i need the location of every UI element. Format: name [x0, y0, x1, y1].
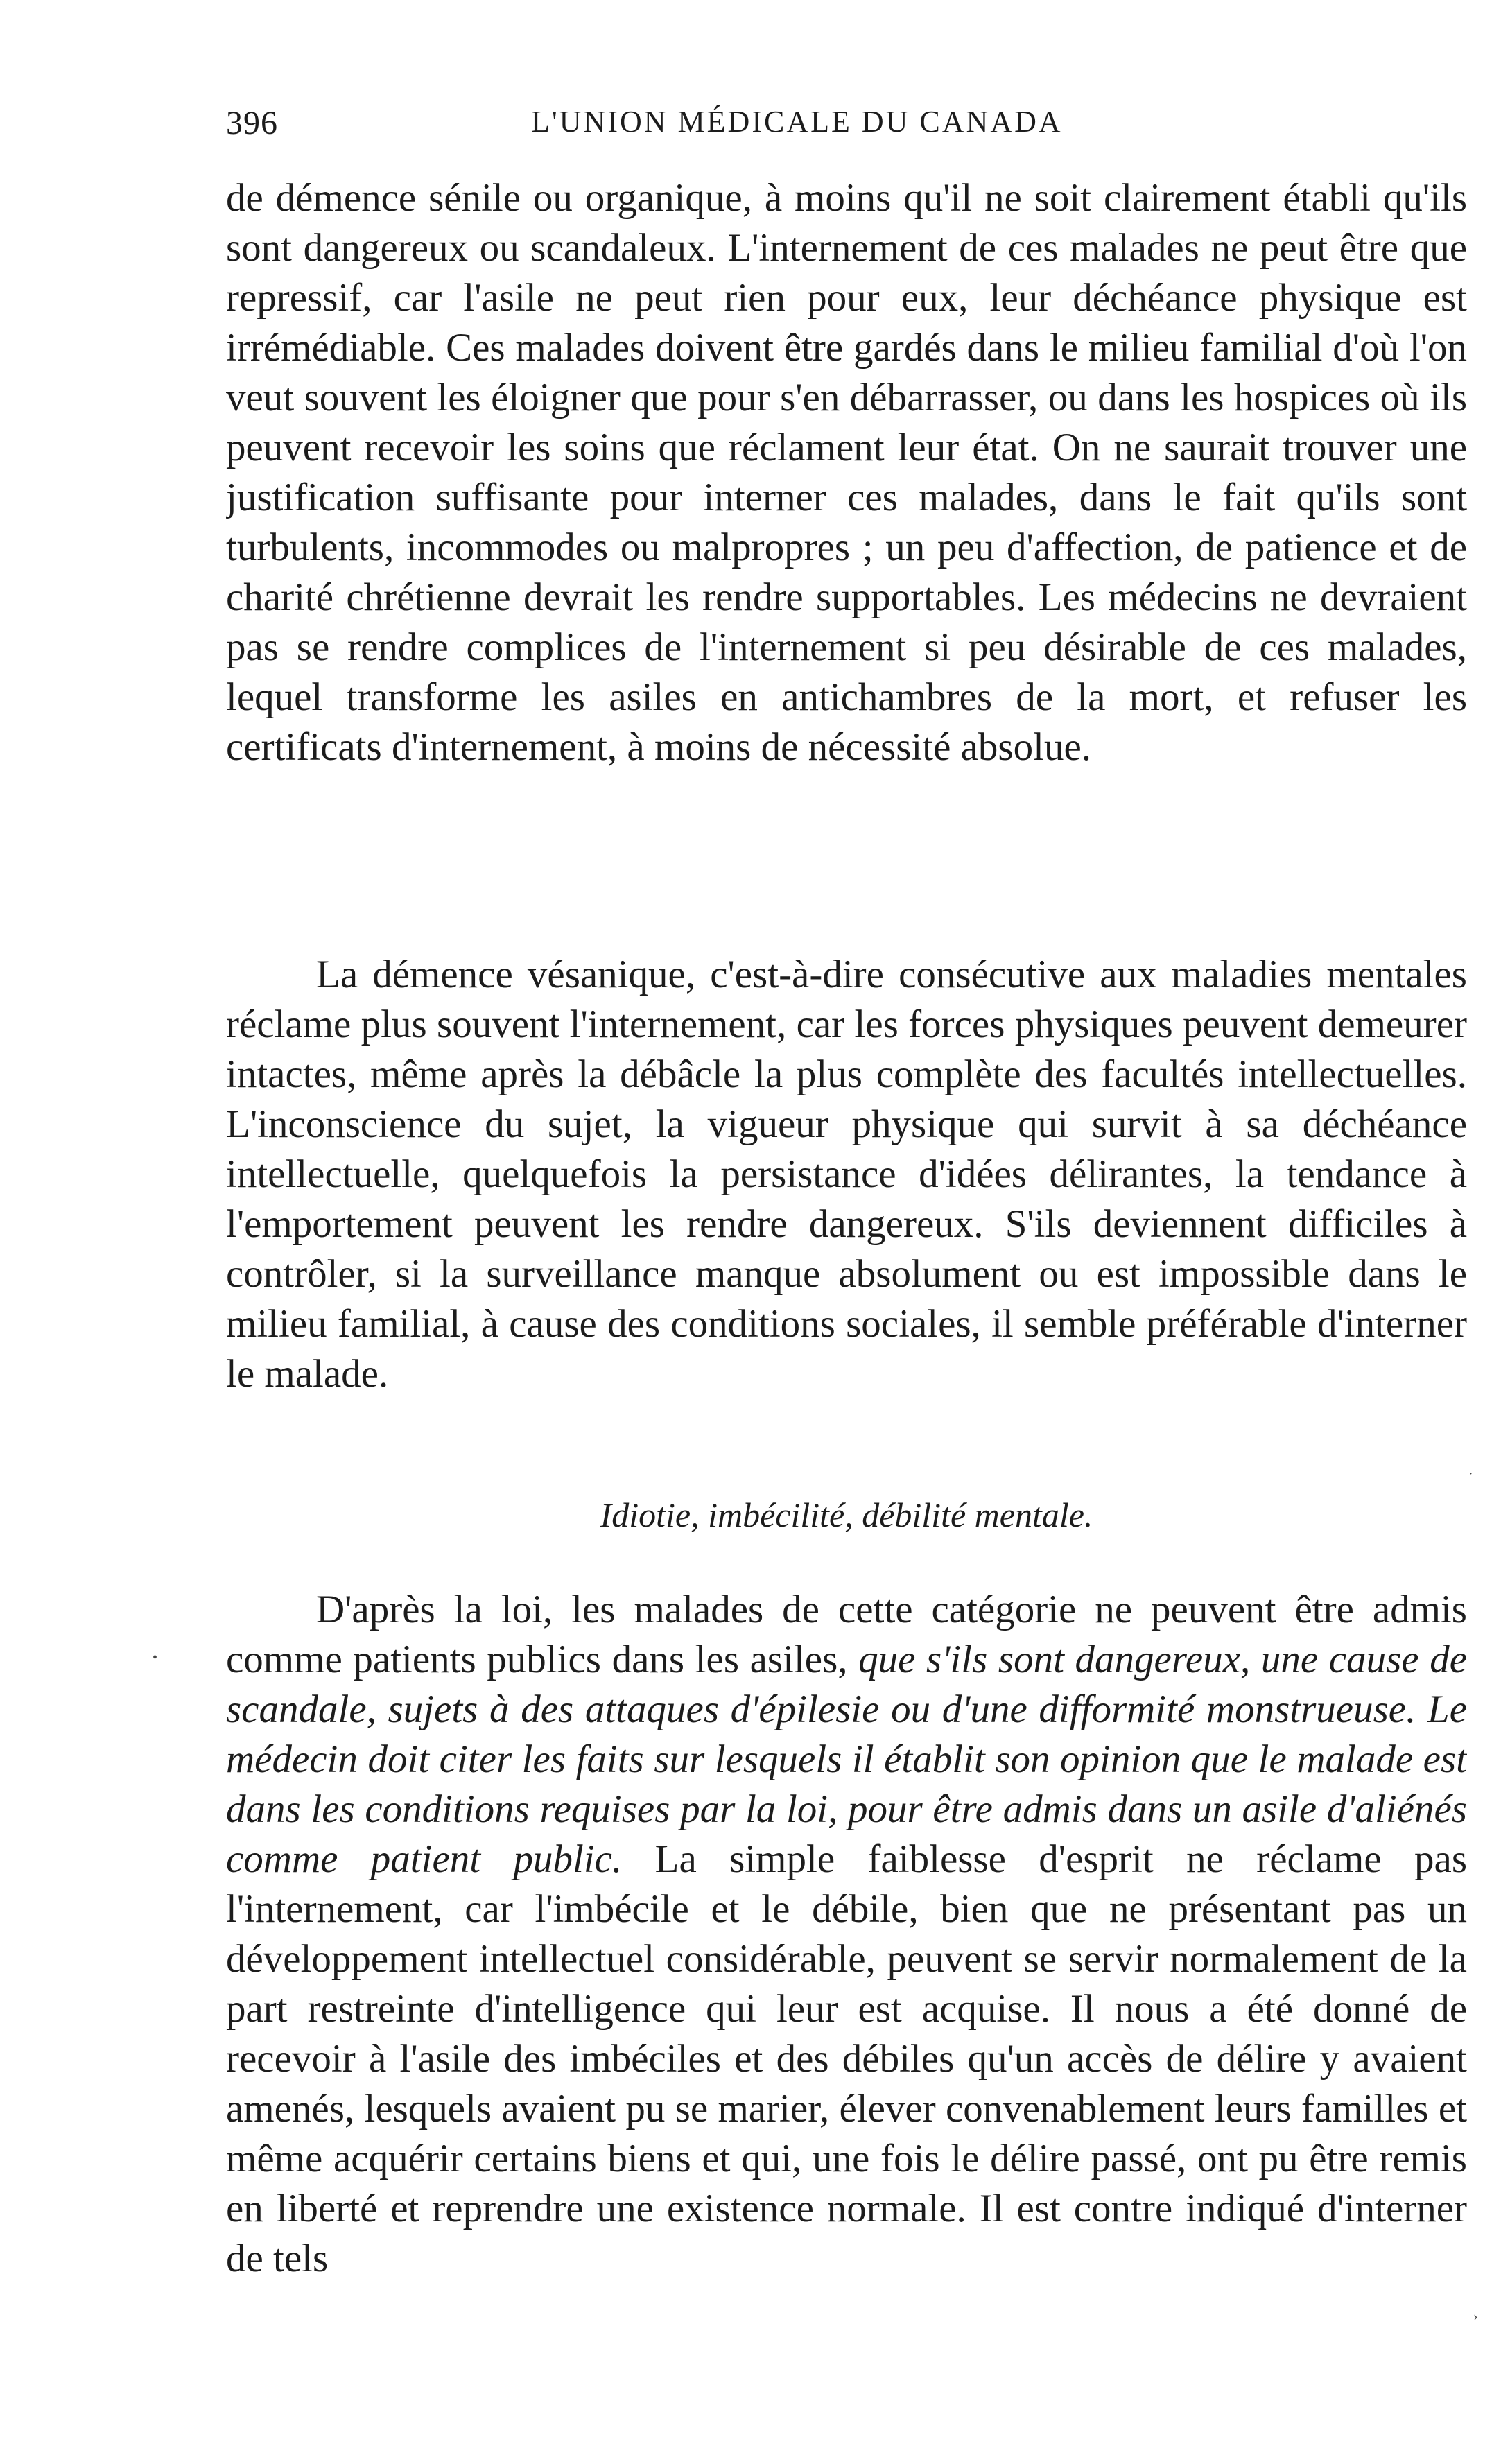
- paragraph-3: [226, 1585, 1467, 2285]
- body-text: [226, 173, 1467, 2285]
- margin-speck: ·: [1468, 1466, 1473, 1482]
- paragraph-3-italic: que s'ils sont dangereux, une cause de scandale, sujets à des attaques d'épilesie ou d'une difformité monstrueuse. Le médecin doit citer les faits sur lesquels il établit son opinion que le malade est dans les conditions requises par la loi, pour être admis dans un asile d'aliénés comme patient public.: [226, 1638, 1467, 1881]
- running-title: L'UNION MÉDICALE DU CANADA: [531, 105, 1063, 139]
- paragraph-3-rest: La simple faiblesse d'esprit ne réclame pas l'internement, car l'imbécile et le débile, bien que ne présentant pas un développement intellectuel considérable, peuvent se servir normalement de la part restreinte d'intelligence qui leur est acquise. Il nous a été donné de recevoir à l'asile des imbéciles et des débiles qu'un accès de délire y avaient amenés, lesquels avaient pu se marier, élever convenablement leurs familles et même acquérir certains biens et qui, une fois le délire passé, ont pu être remis en liberté et reprendre une existence normale. Il est contre indiqué d'interner de tels: [226, 1837, 1467, 2280]
- page-header: [226, 104, 1460, 153]
- page-number: 396: [226, 105, 278, 141]
- paragraph-3-intro: D'après la loi, les malades de cette catégorie ne peuvent être admis comme patients publics dans les asiles,: [226, 1588, 1467, 1681]
- margin-speck: ›: [1473, 2309, 1478, 2324]
- margin-speck: •: [153, 1650, 158, 1665]
- paragraph-1: de démence sénile ou organique, à moins qu'il ne soit clairement établi qu'ils sont dangereux ou scandaleux. L'internement de ces malades ne peut être que repressif, car l'asile ne peut rien pour eux, leur déchéance physique est irrémédiable. Ces malades doivent être gardés dans le milieu familial d'où l'on veut souvent les éloigner que pour s'en débarrasser, ou dans les hospices où ils peuvent recevoir les soins que réclament leur état. On ne saurait trouver une justification suffisante pour interner ces malades, dans le fait qu'ils sont turbulents, incommodes ou malpropres ; un peu d'affection, de patience et de charité chrétienne devrait les rendre supportables. Les médecins ne devraient pas se rendre complices de l'internement si peu désirable de ces malades, lequel transforme les asiles en antichambres de la mort, et refuser les certificats d'internement, à moins de nécessité absolue.: [226, 176, 1467, 769]
- paragraph-2: La démence vésanique, c'est-à-dire consécutive aux maladies mentales réclame plus souvent l'internement, car les forces physiques peuvent demeurer intactes, même après la débâcle la plus complète des facultés intellectuelles. L'inconscience du sujet, la vigueur physique qui survit à sa déchéance intellectuelle, quelquefois la persistance d'idées délirantes, la tendance à l'emportement peuvent les rendre dangereux. S'ils deviennent difficiles à contrôler, si la surveillance manque absolument ou est impossible dans le milieu familial, à cause des conditions sociales, il semble préférable d'interner le malade.: [226, 953, 1467, 1396]
- section-heading: Idiotie, imbécilité, débilité mentale.: [600, 1495, 1093, 1534]
